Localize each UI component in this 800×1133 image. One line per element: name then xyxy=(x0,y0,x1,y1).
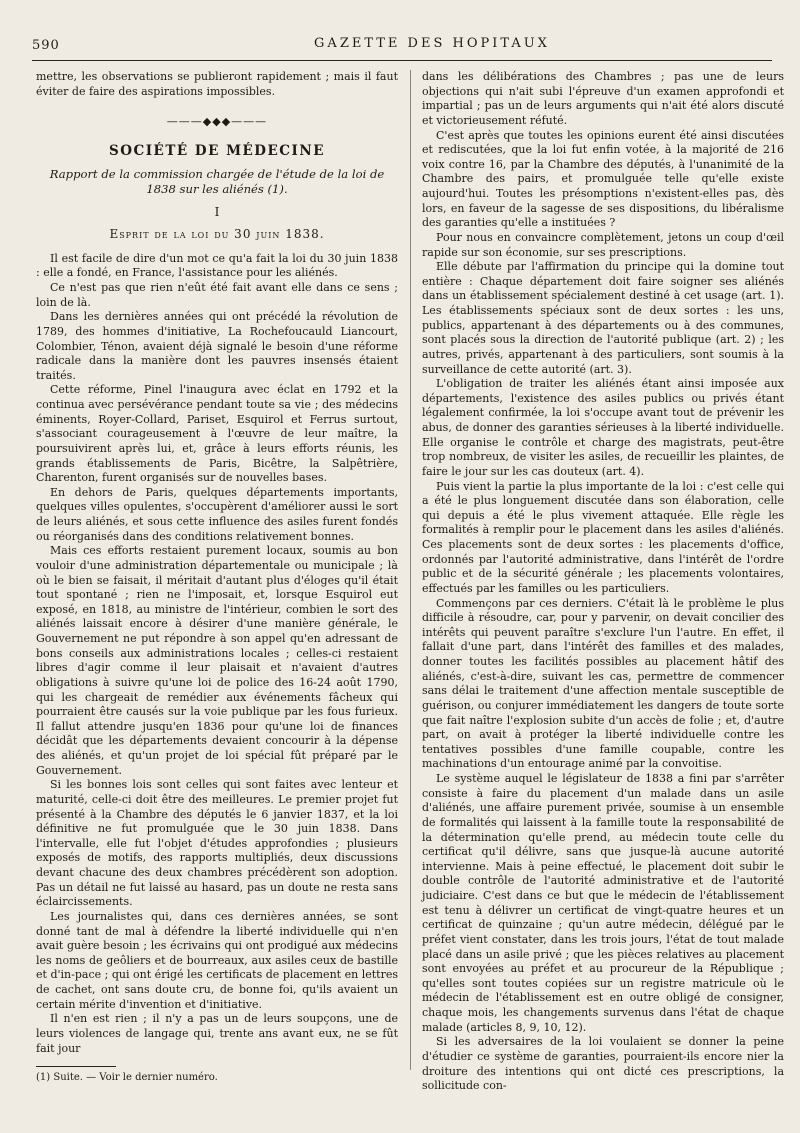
paragraph: Si les bonnes lois sont celles qui sont faites avec lenteur et maturité, celle-ci doit être des meilleures. Le premier projet fut présenté à la Chambre des députés le 6 janvier 1837, et la loi définitive ne fut promulguée que le 30 juin 1838. Dans l'intervalle, elle fut l'objet d'études approfondies ; plusieurs exposés de motifs, des rapports multipliés, deux discussions devant chacune des deux chambres précédèrent son adoption. Pas un détail ne fut laissé au hasard, pas un doute ne resta sans éclaircissements. xyxy=(36,778,398,909)
paragraph: dans les délibérations des Chambres ; pas une de leurs objections qui n'ait subi l'épreuve d'un examen approfondi et impartial ; pas un de leurs arguments qui n'ait été alors discuté et victorieusement réfuté. xyxy=(422,70,784,127)
chapter-title: Esprit de la loi du 30 juin 1838. xyxy=(109,227,325,242)
paragraph: Il n'en est rien ; il n'y a pas un de leurs soupçons, une de leurs violences de langage qui, trente ans avant eux, ne se fût fait jour xyxy=(36,1012,398,1055)
report-title: Rapport de la commission chargée de l'étude de la loi de 1838 sur les aliénés (1). xyxy=(49,166,385,196)
paragraph: Le système auquel le législateur de 1838 a fini par s'arrêter consiste à faire du placement d'un malade dans un asile d'aliénés, une affaire purement privée, soumise à un ensemble de formalités qui laissent à la famille toute la responsabilité de la détermination qu'elle prend, au médecin toute celle du certificat qu'il délivre, sans que jusque-là aucune autorité intervienne. Mais à peine effectué, le placement doit subir le double contrôle de l'autorité administrative et de l'autorité judiciaire. C'est dans ce but que le médecin de l'établissement est tenu à délivrer un certificat de vingt-quatre heures et un certificat de quinzaine ; qu'un autre médecin, délégué par le préfet vient constater, dans les trois jours, l'état de tout malade placé dans un asile privé ; que les pièces relatives au placement sont envoyées au préfet et au procureur de la République ; qu'elles sont toutes copiées sur un registre matricule où le médecin de l'établissement est en outre obligé de consigner, chaque mois, les changements survenus dans l'état de chaque malade (articles 8, 9, 10, 12). xyxy=(422,772,784,1034)
paragraph: Pour nous en convaincre complètement, jetons un coup d'œil rapide sur son économie, sur ses prescriptions. xyxy=(422,230,784,259)
header-rule xyxy=(32,60,772,61)
paragraph: C'est après que toutes les opinions eurent été ainsi discutées et rediscutées, que la loi fut enfin votée, à la majorité de 216 voix contre 16, par la Chambre des députés, à l'unanimité de la Chambre des pairs, et promulguée telle qu'elle existe aujourd'hui. Toutes les présomptions n'existent-elles pas, dès lors, en faveur de la sagesse de ses dispositions, du libéralisme des garanties qu'elle a instituées ? xyxy=(422,128,784,230)
page-number: 590 xyxy=(32,38,60,53)
column-divider xyxy=(410,70,411,1070)
paragraph: Ce n'est pas que rien n'eût été fait avant elle dans ce sens ; loin de là. xyxy=(36,281,398,309)
page-header xyxy=(32,36,772,60)
paragraph: Elle débute par l'affirmation du principe qui la domine tout entière : Chaque département doit faire soigner ses aliénés dans un établissement spécialement destiné à cet usage (art. 1). Les établissements spéciaux sont de deux sortes : les uns, publics, appartenant à des départements ou à des communes, sont placés sous la direction de l'autorité publique (art. 2) ; les autres, privés, appartenant à des particuliers, sont soumis à la surveillance de cette autorité (art. 3). xyxy=(422,260,784,376)
running-title: GAZETTE DES HOPITAUX xyxy=(314,36,550,51)
paragraph: L'obligation de traiter les aliénés étant ainsi imposée aux départements, l'existence des asiles publics ou privés étant légalement confirmée, la loi s'occupe avant tout de prévenir les abus, de donner des garanties sérieuses à la liberté individuelle. Elle organise le contrôle et charge des magistrats, peut-être trop nombreux, de visiter les asiles, de recueillir les plaintes, de faire le jour sur les cas douteux (art. 4). xyxy=(422,377,784,478)
footnote: (1) Suite. — Voir le dernier numéro. xyxy=(36,1072,218,1084)
section-title: SOCIÉTÉ DE MÉDECINE xyxy=(108,142,325,159)
paragraph: Commençons par ces derniers. C'était là le problème le plus difficile à résoudre, car, pour y parvenir, on devait concilier des intérêts qui peuvent paraître s'exclure l'un l'autre. En effet, il fallait d'une part, dans l'intérêt des familles et des malades, donner toutes les facilités possibles au placement hâtif des aliénés, c'est-à-dire, suivant les cas, permettre de commencer sans délai le traitement d'une affection mentale susceptible de guérison, ou conjurer immédiatement les dangers de toute sorte que fait naître l'explosion subite d'un accès de folie ; et, d'autre part, on avait à protéger la liberté individuelle contre les tentatives possibles d'une famille coupable, contre les machinations d'un entourage animé par la convoitise. xyxy=(422,596,784,771)
opening-fragment: mettre, les observations se publieront rapidement ; mais il faut éviter de faire des aspirations impossibles. xyxy=(36,70,398,98)
paragraph: Les journalistes qui, dans ces dernières années, se sont donné tant de mal à défendre la liberté individuelle qui n'en avait guère besoin ; les écrivains qui ont prodigué aux médecins les noms de geôliers et de bourreaux, aux asiles ceux de bastille et d'in-pace ; qui ont érigé les certificats de placement en lettres de cachet, ont sans doute cru, de bonne foi, qu'ils avaient un certain mérite d'invention et d'initiative. xyxy=(36,909,398,1011)
chapter-number: I xyxy=(214,204,220,219)
paragraph: Si les adversaires de la loi voulaient se donner la peine d'étudier ce système de garanties, pourraient-ils encore nier la droiture des intentions qui ont dicté ces prescriptions, la sollicitude con- xyxy=(422,1035,784,1093)
paragraph: En dehors de Paris, quelques départements importants, quelques villes opulentes, s'occupèrent d'améliorer aussi le sort de leurs aliénés, et sous cette influence des asiles furent fondés ou réorganisés dans des conditions relativement bonnes. xyxy=(36,485,398,543)
right-column xyxy=(422,70,784,1094)
section-ornament: ———◆◆◆——— xyxy=(166,115,268,129)
paragraph: Cette réforme, Pinel l'inaugura avec éclat en 1792 et la continua avec persévérance pendant toute sa vie ; des médecins éminents, Royer-Collard, Pariset, Esquirol et Ferrus surtout, s'associant courageusement à l'œuvre de leur maître, la poursuivirent après lui, et, grâce à leurs efforts réunis, les grands établissements de Paris, Bicêtre, la Salpêtrière, Charenton, furent organisés sur de nouvelles bases. xyxy=(36,383,398,485)
left-column xyxy=(36,70,398,1084)
paragraph: Dans les dernières années qui ont précédé la révolution de 1789, des hommes d'initiative, La Rochefoucauld Liancourt, Colombier, Ténon, avaient déjà signalé le besoin d'une réforme radicale dans la manière dont les pauvres insensés étaient traités. xyxy=(36,310,398,382)
paragraph: Mais ces efforts restaient purement locaux, soumis au bon vouloir d'une administration départementale ou municipale ; là où le bien se faisait, il méritait d'autant plus d'éloges qu'il était tout spontané ; rien ne l'imposait, et, lorsque Esquirol eut exposé, en 1818, au ministre de l'intérieur, combien le sort des aliénés laissait encore à désirer d'une manière générale, le Gouvernement ne put répondre à son appel qu'en adressant de bons conseils aux administrations locales ; celles-ci restaient libres d'agir comme il leur plaisait et n'avaient d'autres obligations à suivre qu'une loi de police des 16-24 août 1790, qui les chargeait de remédier aux événements fâcheux qui pourraient être causés sur la voie publique par les fous furieux. Il fallut attendre jusqu'en 1836 pour qu'une loi de finances décidât que les départements devaient concourir à la dépense des aliénés, et qu'un projet de loi spécial fût préparé par le Gouvernement. xyxy=(36,544,398,777)
paragraph: Puis vient la partie la plus importante de la loi : c'est celle qui a été le plus longuement discutée dans son élaboration, celle qui depuis a été le plus vivement attaquée. Elle règle les formalités à remplir pour le placement dans les asiles d'aliénés. Ces placements sont de deux sortes : les placements d'office, ordonnés par l'autorité administrative, dans l'intérêt de l'ordre public et de la sécurité générale ; les placements volontaires, effectués par les familles ou les particuliers. xyxy=(422,479,784,595)
paragraph: Il est facile de dire d'un mot ce qu'a fait la loi du 30 juin 1838 : elle a fondé, en France, l'assistance pour les aliénés. xyxy=(36,251,398,280)
footnote-rule xyxy=(36,1066,116,1067)
